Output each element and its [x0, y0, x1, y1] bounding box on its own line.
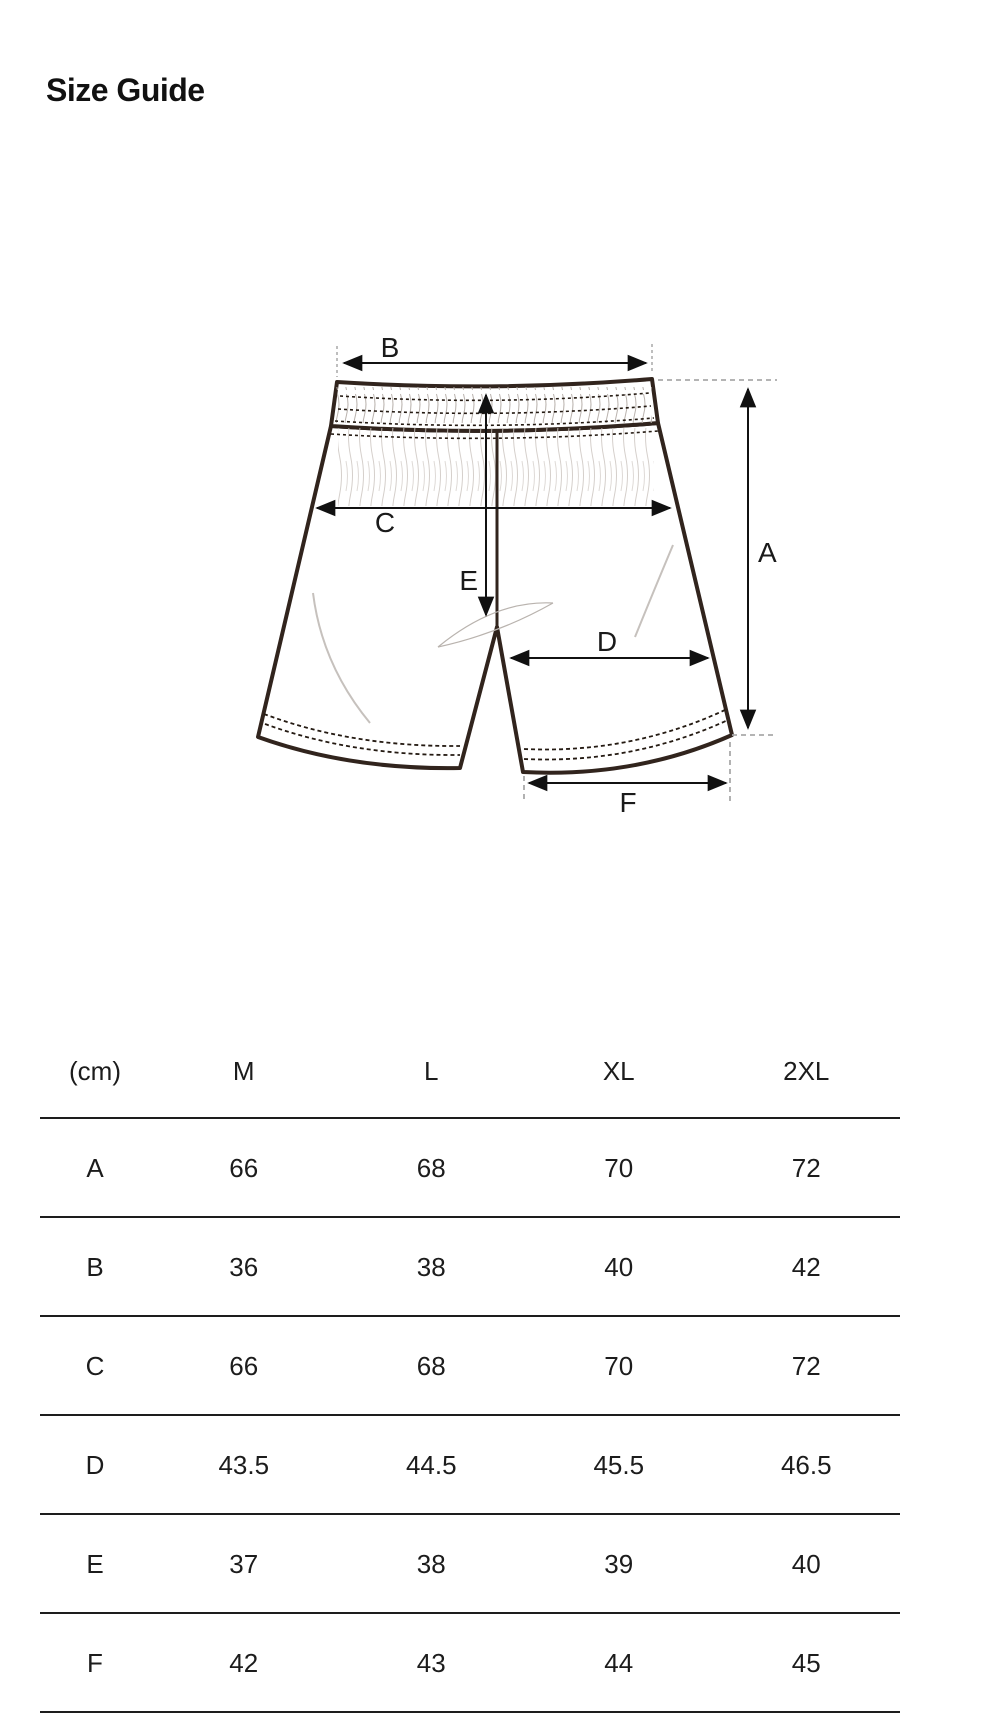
shorts-measurement-diagram — [180, 300, 800, 820]
table-row-e — [40, 1515, 900, 1614]
waistband-drawstring-texture — [336, 387, 652, 423]
row-label-d: D — [85, 1449, 105, 1480]
cell-e-l: 38 — [416, 1548, 446, 1579]
cell-d-m: 43.5 — [218, 1449, 270, 1480]
table-header-row — [40, 1024, 900, 1119]
cell-e-xl: 39 — [604, 1548, 634, 1579]
cell-b-m: 36 — [229, 1251, 259, 1282]
cell-d-l: 44.5 — [405, 1449, 457, 1480]
cell-f-m: 42 — [229, 1647, 259, 1678]
cell-c-2xl: 72 — [791, 1350, 821, 1381]
cell-e-m: 37 — [229, 1548, 259, 1579]
row-label-a: A — [86, 1152, 104, 1183]
column-header-xl: XL — [602, 1055, 635, 1086]
label-F: F — [619, 787, 637, 818]
table-row-b — [40, 1218, 900, 1317]
size-table — [40, 1024, 900, 1713]
row-label-c: C — [85, 1350, 105, 1381]
cell-a-2xl: 72 — [791, 1152, 821, 1183]
cell-c-xl: 70 — [604, 1350, 634, 1381]
cell-a-m: 66 — [229, 1152, 259, 1183]
shorts-outline — [258, 379, 732, 773]
cell-a-xl: 70 — [604, 1152, 634, 1183]
table-row-d — [40, 1416, 900, 1515]
column-header-unit: (cm) — [69, 1055, 121, 1086]
cell-b-xl: 40 — [604, 1251, 634, 1282]
table-row-a — [40, 1119, 900, 1218]
table-row-c — [40, 1317, 900, 1416]
label-A: A — [758, 537, 777, 568]
page-title: Size Guide — [46, 72, 205, 108]
column-header-2xl: 2XL — [783, 1055, 830, 1086]
column-header-m: M — [232, 1055, 255, 1086]
cell-a-l: 68 — [416, 1152, 446, 1183]
label-B: B — [380, 332, 400, 363]
cell-e-2xl: 40 — [791, 1548, 821, 1579]
cell-f-2xl: 45 — [791, 1647, 821, 1678]
cell-b-l: 38 — [416, 1251, 446, 1282]
label-C: C — [374, 507, 396, 538]
label-E: E — [459, 565, 478, 596]
cell-b-2xl: 42 — [791, 1251, 821, 1282]
column-header-l: L — [424, 1055, 439, 1086]
row-label-e: E — [86, 1548, 104, 1579]
label-D: D — [596, 626, 618, 657]
row-label-f: F — [87, 1647, 103, 1678]
table-row-f — [40, 1614, 900, 1713]
cell-d-2xl: 46.5 — [780, 1449, 832, 1480]
cell-c-l: 68 — [416, 1350, 446, 1381]
cell-d-xl: 45.5 — [593, 1449, 645, 1480]
row-label-b: B — [86, 1251, 104, 1282]
cell-c-m: 66 — [229, 1350, 259, 1381]
cell-f-xl: 44 — [604, 1647, 634, 1678]
cell-f-l: 43 — [416, 1647, 446, 1678]
